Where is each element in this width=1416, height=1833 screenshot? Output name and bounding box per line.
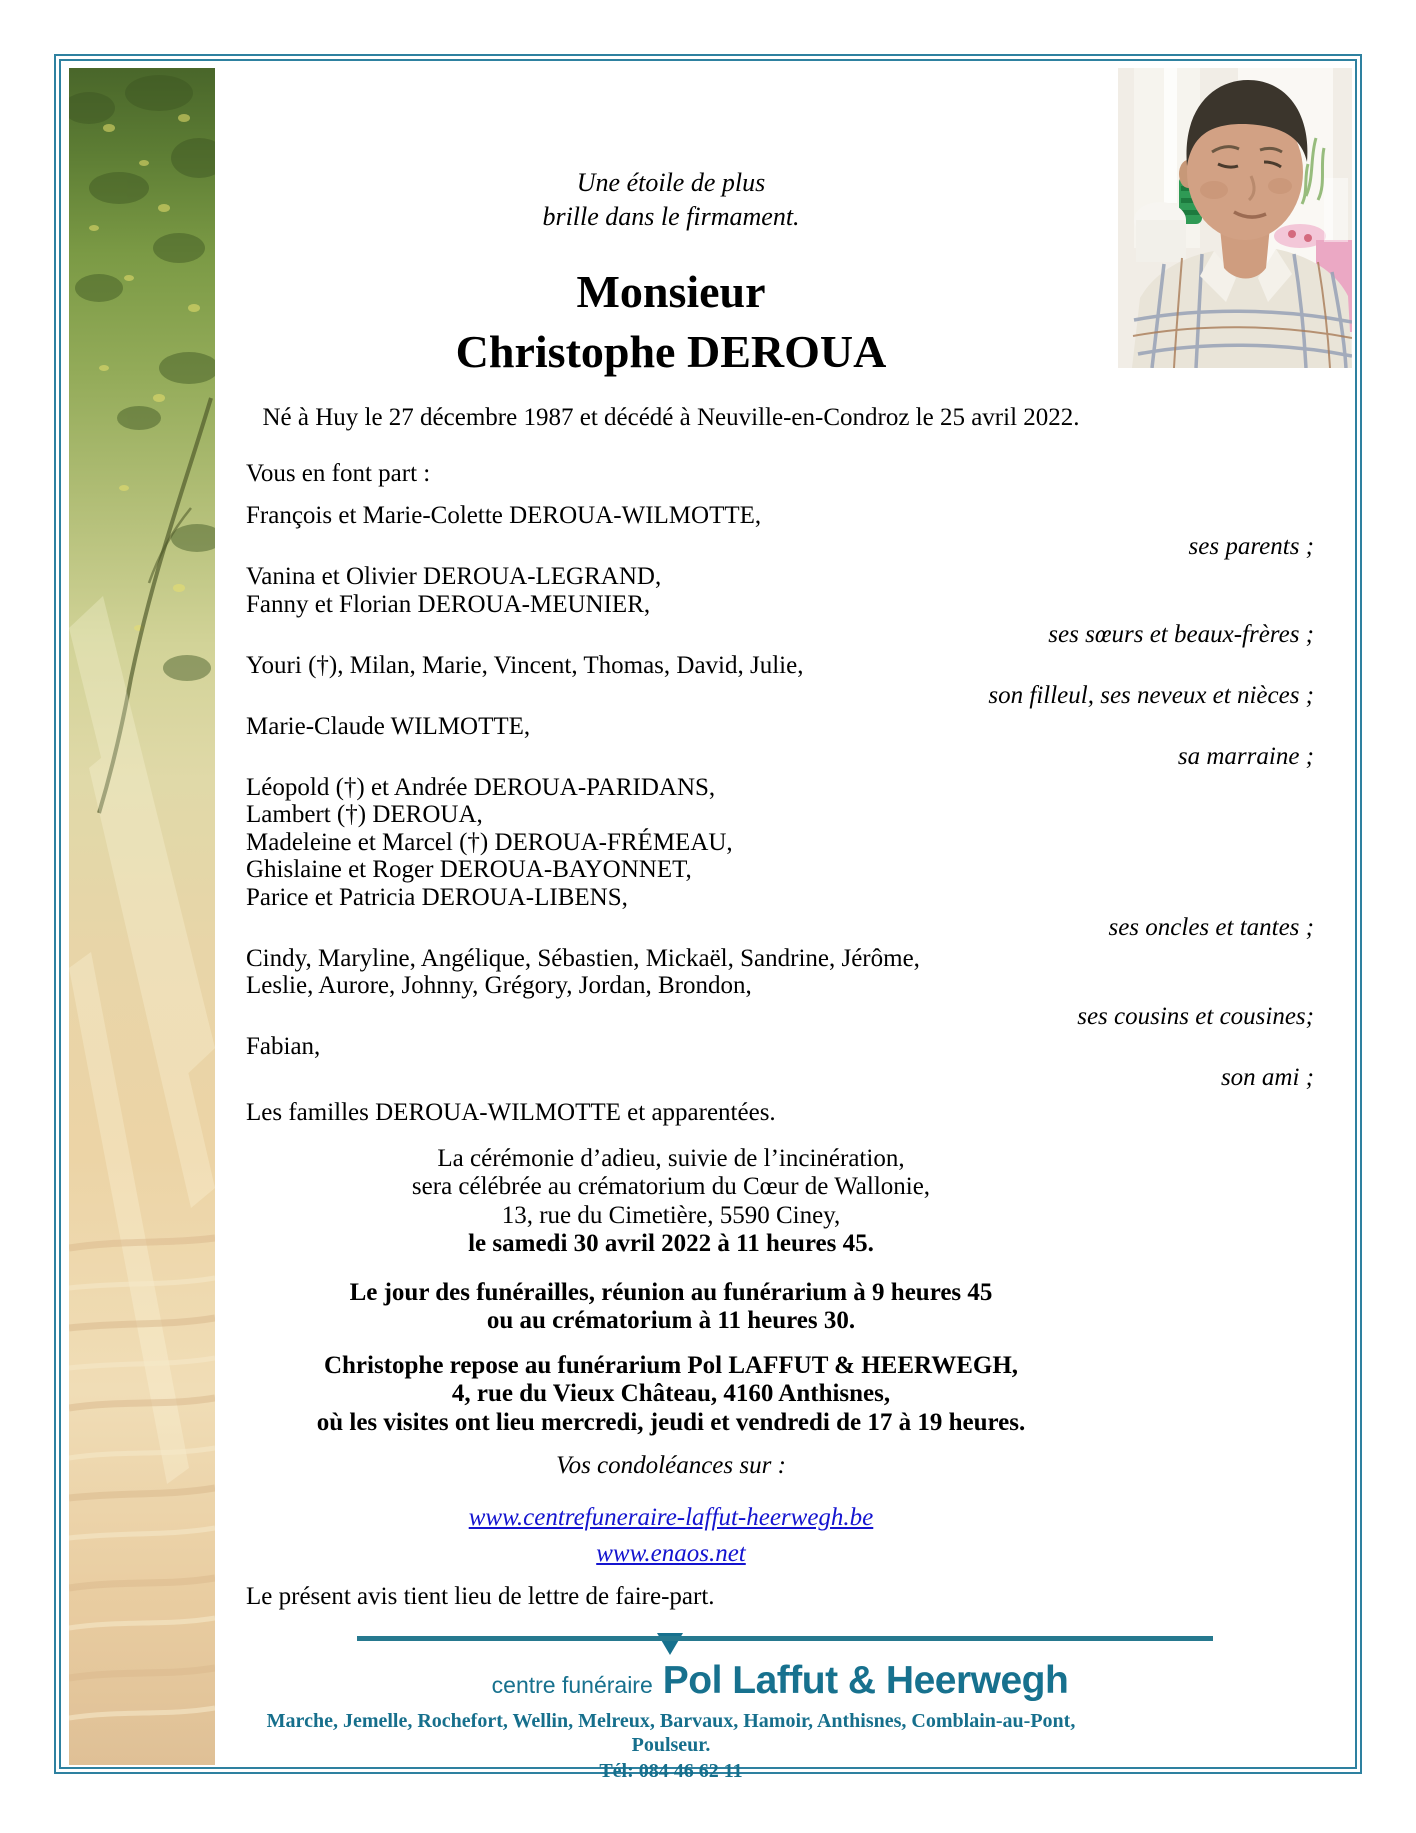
deceased-name: Christophe DEROUA — [455, 326, 887, 377]
meeting-line-2: ou au crématorium à 11 heures 30. — [486, 1307, 856, 1334]
funeral-home-logo — [246, 1659, 1314, 1703]
meeting-details — [246, 1279, 1096, 1336]
condolence-link[interactable]: www.centrefuneraire-laffut-heerwegh.be — [468, 1503, 874, 1531]
condolences-label: Vos condoléances sur : — [556, 1452, 786, 1479]
birth-death-line: Né à Huy le 27 décembre 1987 et décédé à Neuville-en-Condroz le 25 avril 2022. — [262, 404, 1080, 431]
family-name-line: Marie-Claude WILMOTTE, — [246, 712, 531, 740]
relation-label: sa marraine ; — [1177, 743, 1314, 770]
family-name-line: Cindy, Maryline, Angélique, Sébastien, Mickaël, Sandrine, Jérôme, — [246, 944, 920, 972]
repose-line-2: 4, rue du Vieux Château, 4160 Anthisnes, — [451, 1380, 891, 1407]
ceremony-date-line: le samedi 30 avril 2022 à 11 heures 45. — [468, 1230, 874, 1257]
brand-name-text: Pol Laffut & Heerwegh — [662, 1659, 1069, 1702]
family-name-line: François et Marie-Colette DEROUA-WILMOTTE, — [246, 502, 762, 529]
families-line: Les familles DEROUA-WILMOTTE et apparentées. — [246, 1099, 776, 1126]
announcement-text — [246, 54, 1314, 1783]
ceremony-line: La cérémonie d’adieu, suivie de l’incinération, — [437, 1144, 905, 1172]
family-name-line: Lambert (†) DEROUA, — [246, 801, 483, 828]
quote-line-1: Une étoile de plus — [576, 168, 766, 197]
repose-line-3: où les visites ont lieu mercredi, jeudi et vendredi de 17 à 19 heures. — [316, 1408, 1026, 1436]
family-name-line: Fabian, — [246, 1033, 321, 1060]
relation-label: ses oncles et tantes ; — [1108, 914, 1314, 941]
family-name-line: Parice et Patricia DEROUA-LIBENS, — [246, 883, 628, 911]
footer-phone: Tél: 084 46 62 11 — [599, 1760, 743, 1782]
family-name-line: Vanina et Olivier DEROUA-LEGRAND, — [246, 563, 662, 590]
family-name-line: Leslie, Aurore, Johnny, Grégory, Jordan, Brondon, — [246, 972, 752, 999]
ceremony-line: sera célébrée au crématorium du Cœur de Wallonie, — [411, 1173, 931, 1200]
relation-label: ses sœurs et beaux-frères ; — [1048, 621, 1314, 648]
title-monsieur: Monsieur — [576, 266, 766, 317]
family-name-line: Fanny et Florian DEROUA-MEUNIER, — [246, 590, 651, 618]
relation-label: ses parents ; — [1188, 532, 1314, 560]
repose-line-1: Christophe repose au funérarium Pol LAFFUT & HEERWEGH, — [323, 1351, 1019, 1379]
ceremony-details — [246, 1145, 1096, 1259]
funeral-home-footer — [246, 1659, 1314, 1783]
notice-line: Le présent avis tient lieu de lettre de faire-part. — [246, 1582, 715, 1610]
relation-label: son ami ; — [1220, 1063, 1314, 1091]
forest-path-image — [69, 68, 215, 1765]
footer-locations: Marche, Jemelle, Rochefort, Wellin, Melreux, Barvaux, Hamoir, Anthisnes, Comblain-au-Pont, Poulseur. — [266, 1710, 1076, 1756]
brand-name — [663, 1659, 1069, 1703]
relation-label: ses cousins et cousines; — [1077, 1002, 1314, 1030]
ceremony-line: 13, rue du Cimetière, 5590 Ciney, — [501, 1201, 841, 1229]
meeting-line-1: Le jour des funérailles, réunion au funérarium à 9 heures 45 — [349, 1278, 993, 1306]
family-name-line: Léopold (†) et Andrée DEROUA-PARIDANS, — [246, 773, 716, 801]
condolence-link[interactable]: www.enaos.net — [596, 1539, 746, 1567]
announcement-intro: Vous en font part : — [246, 460, 431, 487]
family-name-line: Youri (†), Milan, Marie, Vincent, Thomas, David, Julie, — [246, 651, 804, 679]
family-list — [246, 502, 1314, 1091]
family-name-line: Ghislaine et Roger DEROUA-BAYONNET, — [246, 856, 692, 883]
family-name-line: Madeleine et Marcel (†) DEROUA-FRÉMEAU, — [246, 828, 733, 856]
condolence-links — [246, 1501, 1096, 1573]
forest-path-illustration — [69, 68, 215, 1765]
footer-separator-rule — [357, 1636, 1213, 1641]
quote-line-2: brille dans le firmament. — [542, 202, 800, 231]
relation-label: son filleul, ses neveux et nièces ; — [988, 682, 1314, 709]
repose-details — [246, 1352, 1096, 1438]
brand-prefix: centre funéraire — [491, 1672, 653, 1698]
